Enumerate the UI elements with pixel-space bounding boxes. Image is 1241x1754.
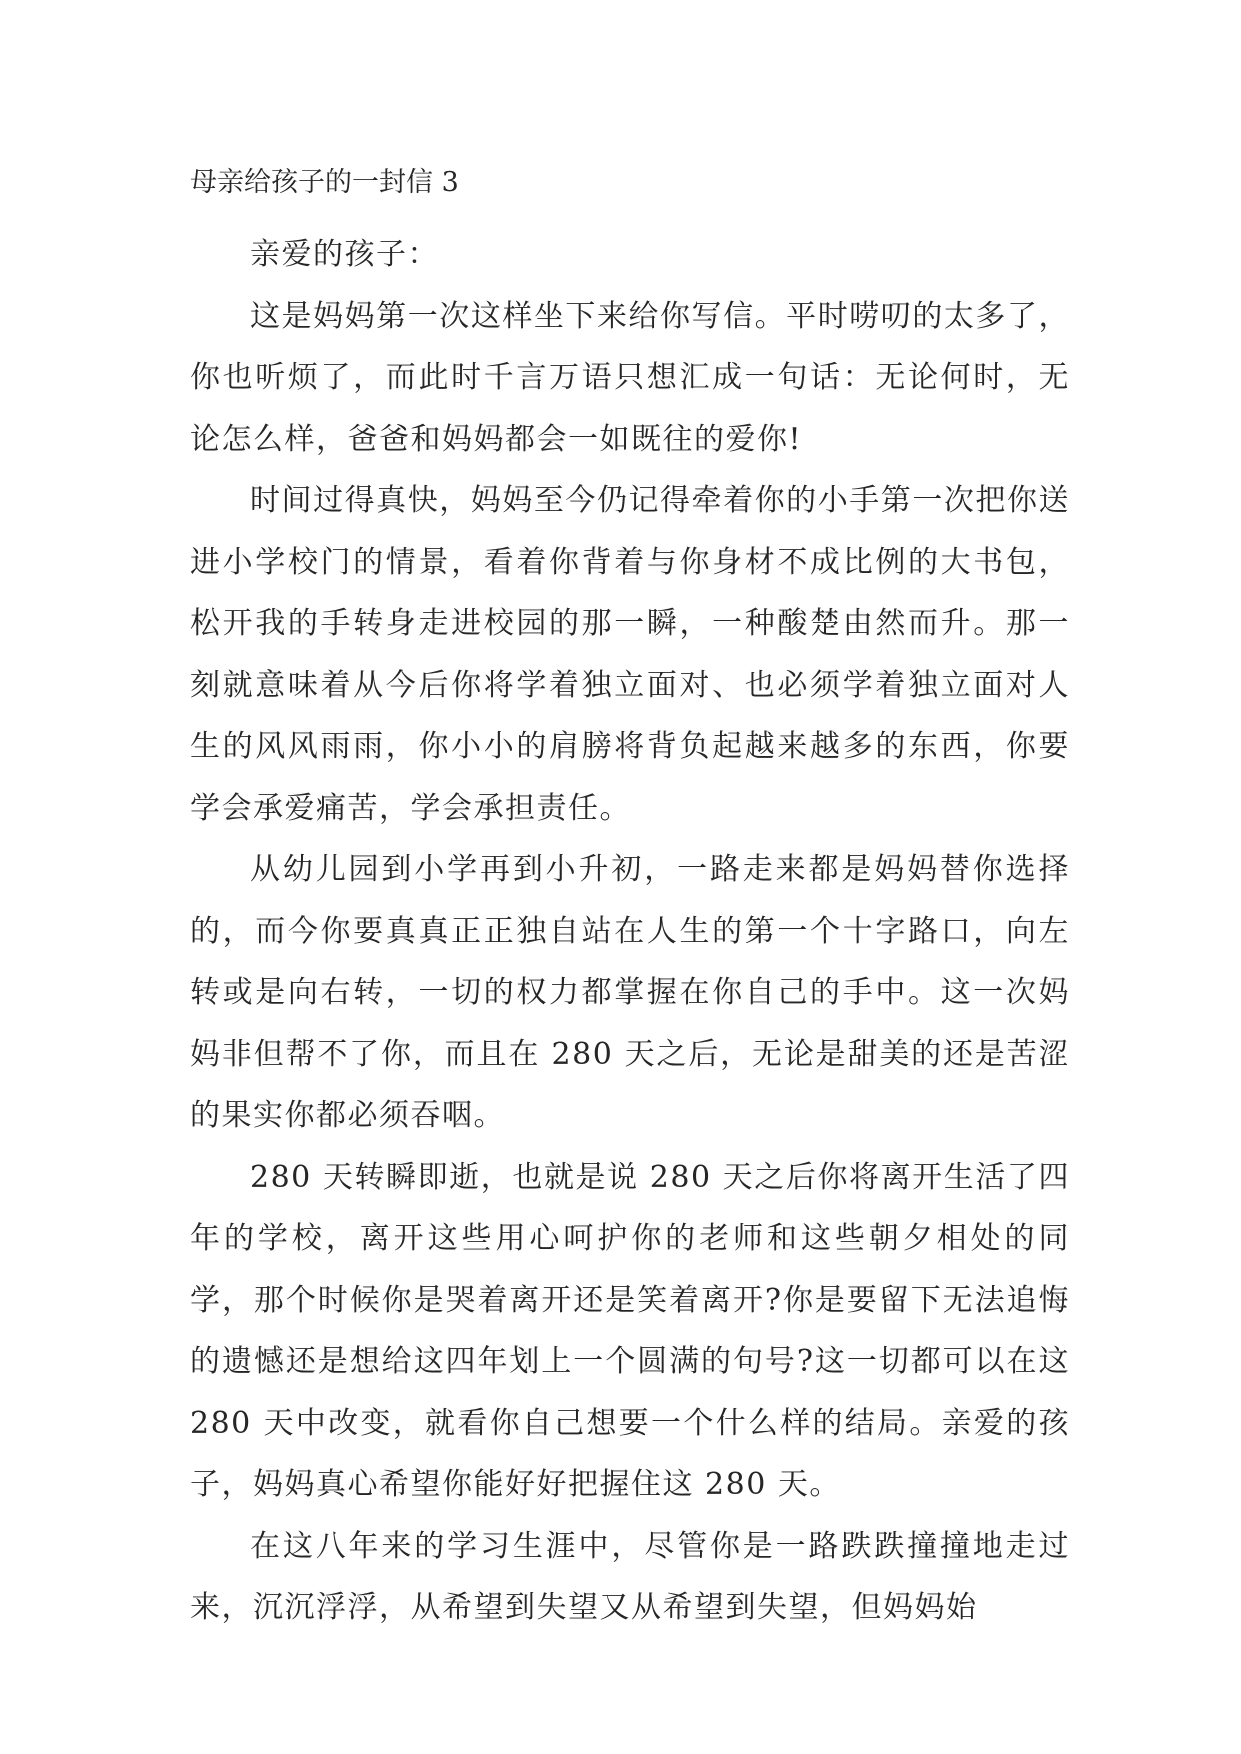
paragraph-5: 在这八年来的学习生涯中，尽管你是一路跌跌撞撞地走过来，沉沉浮浮，从希望到失望又从希望到失望，但妈妈始	[190, 1528, 1070, 1625]
paragraph-4: 280 天转瞬即逝，也就是说 280 天之后你将离开生活了四年的学校，离开这些用心呵护你的老师和这些朝夕相处的同学，那个时候你是哭着离开还是笑着离开?你是要留下无法追悔的遗憾还是想给这四年划上一个圆满的句号?这一切都可以在这 280 天中改变，就看你自己想要一个什么样的结局。亲爱的孩子，妈妈真心希望你能好好把握住这 280 天。	[190, 1159, 1070, 1502]
document-title: 母亲给孩子的一封信 3	[190, 167, 459, 198]
letter-body	[190, 224, 1070, 1639]
salutation: 亲爱的孩子：	[250, 237, 439, 272]
paragraph-3: 从幼儿园到小学再到小升初，一路走来都是妈妈替你选择的，而今你要真真正正独自站在人生的第一个十字路口，向左转或是向右转，一切的权力都掌握在你自己的手中。这一次妈妈非但帮不了你，而且在 280 天之后，无论是甜美的还是苦涩的果实你都必须吞咽。	[190, 852, 1070, 1133]
paragraph-2: 时间过得真快，妈妈至今仍记得牵着你的小手第一次把你送进小学校门的情景，看着你背着与你身材不成比例的大书包，松开我的手转身走进校园的那一瞬，一种酸楚由然而升。那一刻就意味着从今后你将学着独立面对、也必须学着独立面对人生的风风雨雨，你小小的肩膀将背负起越来越多的东西，你要学会承爱痛苦，学会承担责任。	[190, 483, 1070, 826]
paragraph-1: 这是妈妈第一次这样坐下来给你写信。平时唠叨的太多了，你也听烦了，而此时千言万语只想汇成一句话：无论何时，无论怎么样，爸爸和妈妈都会一如既往的爱你!	[190, 298, 1070, 457]
